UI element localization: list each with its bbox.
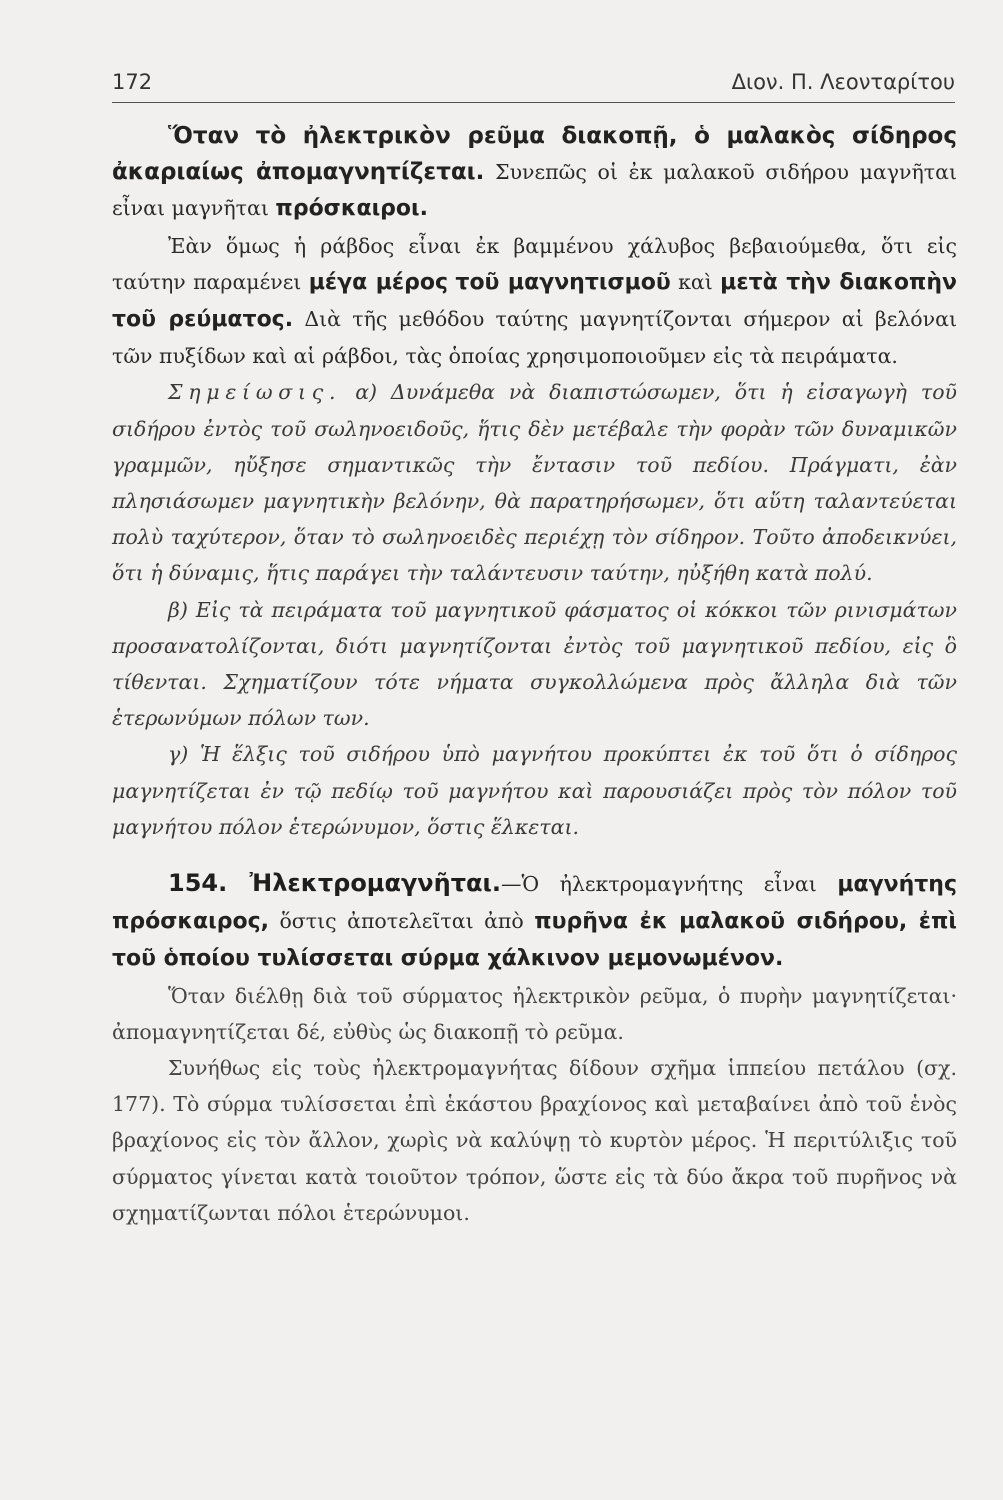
paragraph-4: Συνήθως εἰς τοὺς ἠλεκτρομαγνήτας δίδουν σχῆμα ἱππείου πετάλου (σχ. 177). Τὸ σύρμα τυλίσσεται ἐπὶ ἑκάστου βραχίονος καὶ μεταβαίνει ἀπὸ τοῦ ἑνὸς βραχίονος εἰς τὸν ἄλλον, χωρὶς νὰ καλύψῃ τὸ κυρτὸν μέρος. Ἡ περιτύλιξις τοῦ σύρματος γίνεται κατὰ τοιοῦτον τρόπον, ὥστε εἰς τὰ δύο ἄκρα τοῦ πυρῆνος νὰ σχηματίζωνται πόλοι ἑτερώνυμοι.	[112, 1056, 957, 1225]
section-dash: —	[501, 872, 522, 897]
paragraph-text: Διὰ τῆς μεθόδου ταύτης μαγνητίζονται σήμερον αἱ βελόναι τῶν πυξίδων καὶ αἱ ράβδοι, τὰς ὁποίας χρησιμοποιοῦμεν εἰς τὰ πειράματα.	[112, 307, 957, 369]
section-title: 154. Ἠλεκτρομαγνῆται.	[168, 869, 502, 898]
note-c: γ) Ἡ ἕλξις τοῦ σιδήρου ὑπὸ μαγνήτου προκύπτει ἐκ τοῦ ὅτι ὁ σίδηρος μαγνητίζεται ἐν τῷ πεδίῳ τοῦ μαγνήτου καὶ παρουσιάζει πρὸς τὸν πόλον τοῦ μαγνήτου πόλον ἑτερώνυμον, ὅστις ἕλκεται.	[112, 742, 957, 839]
bold-phrase: Ὅταν τὸ ἠλεκτρικὸν ρεῦμα διακοπῇ, ὁ μαλακὸς σίδηρος ἀκαριαίως ἀπομαγνητίζεται.	[112, 123, 957, 186]
paragraph-text: ὅστις ἀποτελεῖται ἀπὸ	[268, 909, 535, 934]
note-a	[112, 374, 957, 591]
paragraph-2	[112, 228, 957, 375]
notes-label: Σημείωσις.	[168, 380, 342, 405]
paragraph-text: Ἐὰν ὅμως ἡ ράβδος εἶναι ἐκ βαμμένου χάλυβος βεβαιούμεθα, ὅτι εἰς ταύτην παραμένει	[112, 233, 957, 294]
section-154	[112, 865, 957, 978]
running-head: Διον. Π. Λεονταρίτου	[731, 70, 955, 94]
paragraph-text: Συνεπῶς οἱ ἐκ μαλακοῦ σιδήρου μαγνῆται εἶναι μαγνῆται	[112, 160, 957, 221]
page-number: 172	[112, 70, 153, 94]
bold-phrase: πυρῆνα ἐκ μαλακοῦ σιδήρου, ἐπὶ τοῦ ὁποίου τυλίσσεται σύρμα χάλκινον μεμονωμένον.	[112, 909, 957, 972]
bold-phrase: μετὰ τὴν διακοπὴν τοῦ ρεύματος.	[112, 269, 957, 333]
paragraph-text: Ὁ ἠλεκτρομαγνήτης εἶναι	[521, 872, 838, 897]
paragraph-1	[112, 118, 957, 228]
bold-phrase: μέγα μέρος	[308, 269, 449, 295]
page-body	[112, 118, 957, 1231]
paragraph-text: καὶ	[670, 269, 721, 294]
paragraph-3: Ὅταν διέλθῃ διὰ τοῦ σύρματος ἠλεκτρικὸν ρεῦμα, ὁ πυρὴν μαγνητίζεται· ἀπομαγνητίζεται δέ, εὐθὺς ὡς διακοπῇ τὸ ρεῦμα.	[112, 983, 957, 1044]
bold-phrase: τοῦ μαγνητισμοῦ	[455, 269, 671, 295]
note-b: β) Εἰς τὰ πειράματα τοῦ μαγνητικοῦ φάσματος οἱ κόκκοι τῶν ρινισμάτων προσανατολίζονται, διότι μαγνητίζονται ἐντὸς τοῦ μαγνητικοῦ πεδίου, εἰς ὃ τίθενται. Σχηματίζουν τότε νήματα συγκολλώμενα πρὸς ἄλληλα διὰ τῶν ἑτερωνύμων πόλων των.	[112, 597, 957, 731]
note-text: α) Δυνάμεθα νὰ διαπιστώσωμεν, ὅτι ἡ εἰσαγωγὴ τοῦ σιδήρου ἐντὸς τοῦ σωληνοειδοῦς, ἥτις δὲν μετέβαλε τὴν φορὰν τῶν δυναμικῶν γραμμῶν, ηὔξησε σημαντικῶς τὴν ἔντασιν τοῦ πεδίου. Πράγματι, ἐὰν πλησιάσωμεν μαγνητικὴν βελόνην, θὰ παρατηρήσωμεν, ὅτι αὕτη ταλαντεύεται πολὺ ταχύτερον, ὅταν τὸ σωληνοειδὲς περιέχῃ τὸν σίδηρον. Τοῦτο ἀποδεικνύει, ὅτι ἡ δύναμις, ἥτις παράγει τὴν ταλάντευσιν ταύτην, ηὐξήθη κατὰ πολύ.	[112, 380, 957, 586]
page-header	[112, 62, 955, 103]
bold-phrase: πρόσκαιροι.	[275, 196, 428, 222]
bold-phrase: μαγνήτης πρόσκαιρος,	[112, 872, 957, 935]
